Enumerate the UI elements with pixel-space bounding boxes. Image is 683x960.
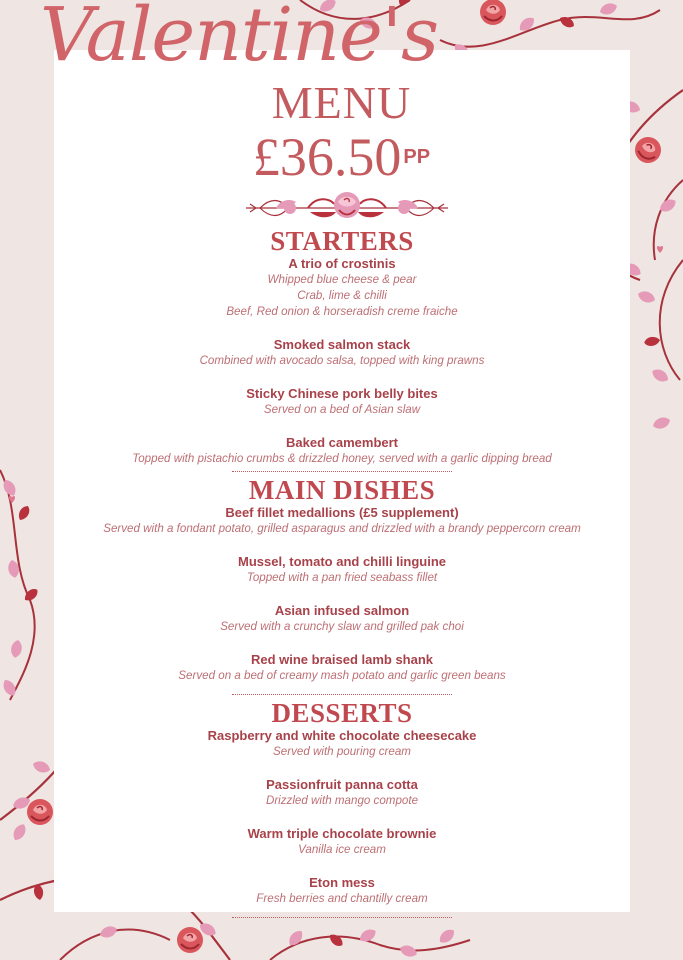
menu-item <box>54 603 630 635</box>
item-description: Served with a crunchy slaw and grilled pak choi <box>220 620 464 633</box>
item-description: Served with a fondant potato, grilled asparagus and drizzled with a brandy peppercorn cream <box>103 522 581 535</box>
item-description: Drizzled with mango compote <box>265 794 419 807</box>
item-name: Red wine braised lamb shank <box>250 652 434 667</box>
item-name: Raspberry and white chocolate cheesecake <box>207 728 477 743</box>
menu-item <box>54 554 630 586</box>
menu-item <box>54 337 630 369</box>
section-heading-starters: STARTERS <box>270 226 414 256</box>
section-heading-desserts: DESSERTS <box>271 698 413 728</box>
section-divider <box>232 471 452 472</box>
menu-item <box>54 728 630 760</box>
rose-icon <box>27 799 53 825</box>
item-name: Asian infused salmon <box>274 603 410 618</box>
floral-flourish-icon <box>240 186 454 230</box>
item-description: Served on a bed of Asian slaw <box>263 403 421 416</box>
menu-content <box>54 226 630 921</box>
rose-icon <box>177 927 203 953</box>
menu-item <box>54 386 630 418</box>
item-name: A trio of crostinis <box>288 256 396 271</box>
section-divider <box>232 917 452 918</box>
item-name: Eton mess <box>309 875 375 890</box>
item-description: Combined with avocado salsa, topped with king prawns <box>199 354 485 367</box>
item-name: Sticky Chinese pork belly bites <box>246 386 438 401</box>
menu-item <box>54 826 630 858</box>
item-name: Warm triple chocolate brownie <box>247 826 437 841</box>
menu-item <box>54 256 630 320</box>
item-description: Served with pouring cream <box>273 745 411 758</box>
section-divider <box>232 694 452 695</box>
menu-title: MENU <box>271 77 412 128</box>
price-unit: PP <box>403 146 431 168</box>
item-name: Mussel, tomato and chilli linguine <box>237 554 447 569</box>
heart-icon <box>657 246 663 253</box>
price-amount: £36.50 <box>252 127 402 187</box>
item-description: Crab, lime & chilli <box>297 289 387 302</box>
item-description: Topped with pistachio crumbs & drizzled honey, served with a garlic dipping bread <box>132 452 552 465</box>
valentines-script-title: Valentine's <box>40 0 439 78</box>
section-heading-main-dishes: MAIN DISHES <box>248 475 436 505</box>
item-name: Baked camembert <box>286 435 398 450</box>
vine-leaf-icon <box>270 926 470 960</box>
vine-leaf-icon <box>0 470 40 700</box>
item-description: Whipped blue cheese & pear <box>267 273 417 286</box>
menu-item <box>54 505 630 537</box>
item-name: Beef fillet medallions (£5 supplement) <box>225 505 459 520</box>
item-name: Passionfruit panna cotta <box>266 777 418 792</box>
item-description: Served on a bed of creamy mash potato and garlic green beans <box>178 669 506 682</box>
item-description: Vanilla ice cream <box>298 843 386 856</box>
item-description: Beef, Red onion & horseradish creme fraiche <box>226 305 458 318</box>
menu-item <box>54 652 630 684</box>
item-description: Fresh berries and chantilly cream <box>256 892 428 905</box>
item-name: Smoked salmon stack <box>273 337 411 352</box>
menu-item <box>54 435 630 467</box>
menu-item <box>54 777 630 809</box>
item-description: Topped with a pan fried seabass fillet <box>246 571 438 584</box>
price <box>0 126 683 188</box>
menu-item <box>54 875 630 907</box>
